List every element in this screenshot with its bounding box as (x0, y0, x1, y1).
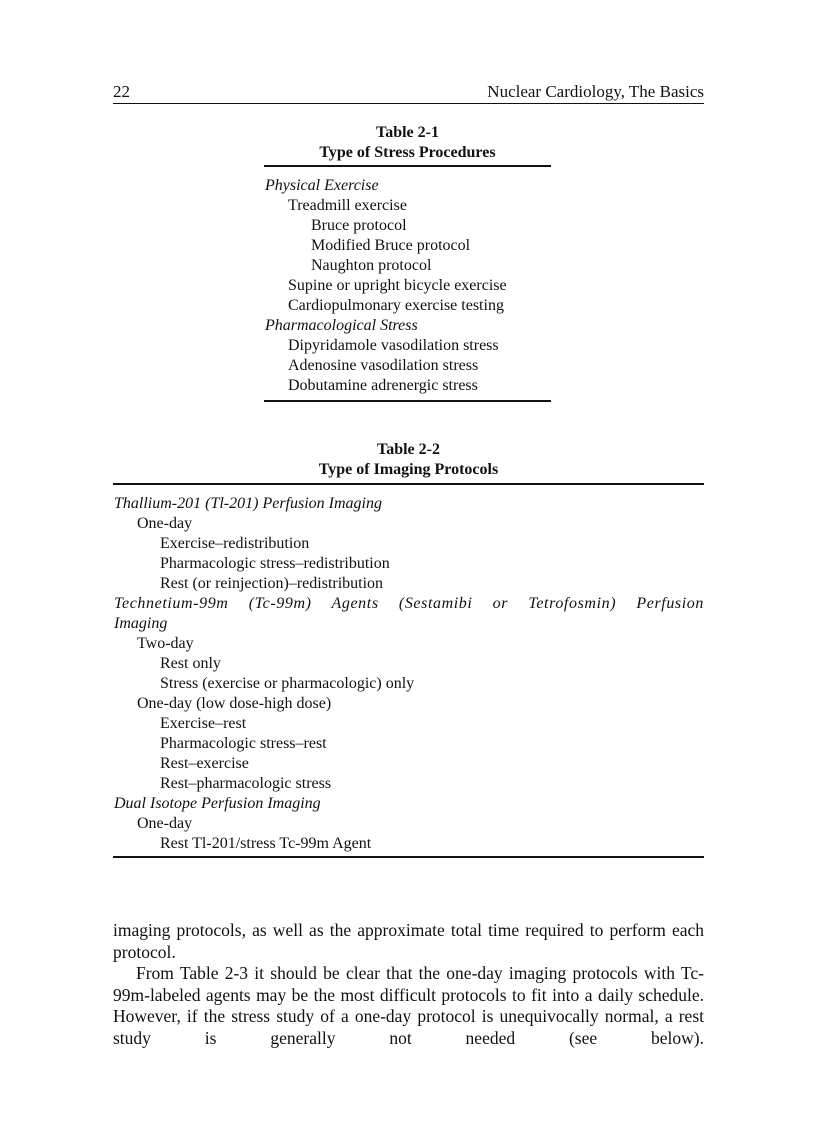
table-row: One-day (137, 815, 193, 832)
table-row: One-day (low dose-high dose) (137, 695, 332, 712)
table-row: Dobutamine adrenergic stress (288, 377, 478, 394)
table-row: Pharmacologic stress–rest (160, 735, 327, 752)
table-2-2-caption (113, 440, 704, 480)
table-row: Stress (exercise or pharmacologic) only (160, 675, 415, 692)
table-title: Type of Imaging Protocols (318, 461, 499, 478)
table-row: Dipyridamole vasodilation stress (288, 337, 499, 354)
running-title: Nuclear Cardiology, The Basics (487, 82, 704, 101)
table-row: Supine or upright bicycle exercise (288, 277, 507, 294)
table-row: Pharmacologic stress–redistribution (160, 555, 390, 572)
table-2-2-body (114, 494, 704, 854)
table-row: Rest–pharmacologic stress (160, 775, 332, 792)
table-row: Bruce protocol (311, 217, 407, 234)
paragraph: imaging protocols, as well as the approximate total time required to perform each protocol. (113, 920, 704, 962)
table-title: Type of Stress Procedures (319, 144, 496, 161)
table-row-category: Pharmacological Stress (265, 317, 418, 334)
table-row: Rest–exercise (160, 755, 249, 772)
table-2-1-body (265, 176, 565, 396)
page-header (113, 80, 704, 104)
table-row: Treadmill exercise (288, 197, 407, 214)
table-bottom-rule (113, 856, 704, 858)
table-bottom-rule (264, 400, 551, 402)
table-row-category: Thallium-201 (Tl-201) Perfusion Imaging (114, 495, 382, 512)
table-row: Naughton protocol (311, 257, 432, 274)
table-top-rule (113, 483, 704, 485)
table-top-rule (264, 165, 551, 167)
table-row: Rest Tl-201/stress Tc-99m Agent (160, 835, 372, 852)
table-row: Rest only (160, 655, 221, 672)
table-row: Two-day (137, 635, 194, 652)
table-row-category: Technetium-99m (Tc-99m) Agents (Sestamibi or Tetrofosmin) Perfusion (114, 595, 704, 612)
table-row: Cardiopulmonary exercise testing (288, 297, 504, 314)
table-row: One-day (137, 515, 193, 532)
table-row: Modified Bruce protocol (311, 237, 471, 254)
paragraph: From Table 2-3 it should be clear that the one-day imaging protocols with Tc-99m-labeled agents may be the most difficult protocols to fit into a daily schedule. However, if the stress study of a one-day protocol is unequivocally normal, a rest study is generally not needed (see below). (113, 963, 704, 1048)
header-rule (113, 103, 704, 104)
table-2-1-caption (264, 123, 551, 163)
table-row: Adenosine vasodilation stress (288, 357, 479, 374)
table-row: Exercise–redistribution (160, 535, 310, 552)
table-row-category: Dual Isotope Perfusion Imaging (114, 795, 321, 812)
body-text (113, 920, 704, 1049)
table-row: Exercise–rest (160, 715, 247, 732)
table-label: Table 2-1 (376, 124, 439, 141)
table-row: Rest (or reinjection)–redistribution (160, 575, 384, 592)
table-row-category: Imaging (114, 615, 168, 632)
page-number: 22 (113, 82, 130, 101)
table-row-category: Physical Exercise (265, 177, 379, 194)
table-label: Table 2-2 (377, 441, 440, 458)
